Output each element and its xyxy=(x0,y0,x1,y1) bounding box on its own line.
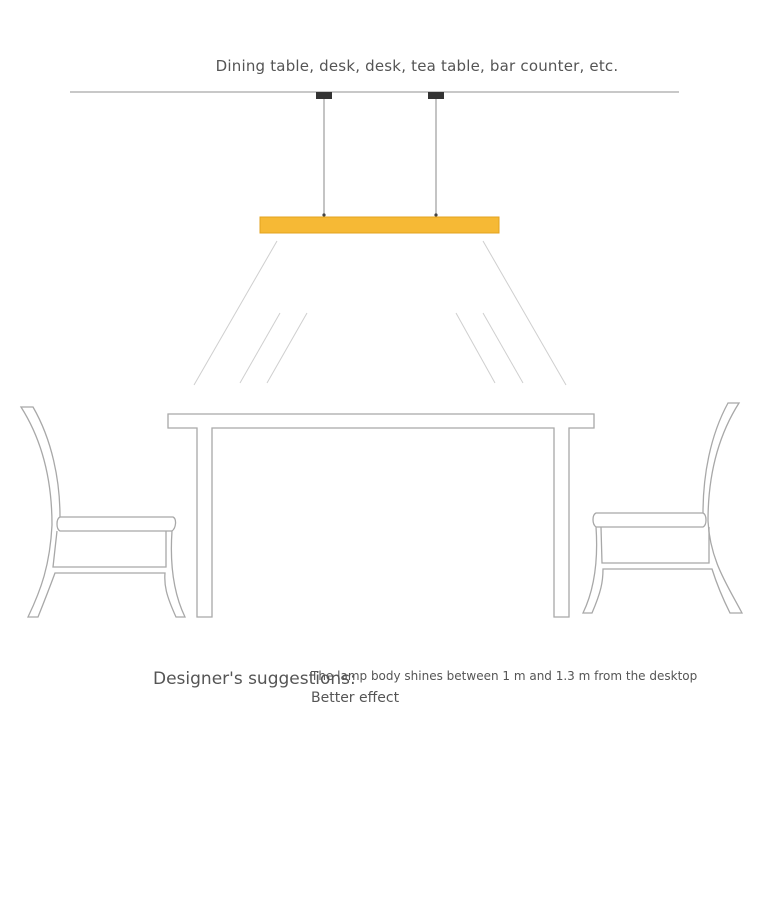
chair-right xyxy=(583,403,742,613)
designer-suggestion-effect: Better effect xyxy=(311,690,400,706)
chair-left xyxy=(21,407,185,617)
designer-suggestion-text: The lamp body shines between 1 m and 1.3 m from the desktop xyxy=(311,669,698,683)
light-rays xyxy=(194,241,566,385)
ceiling-mount-left xyxy=(316,92,332,99)
designer-suggestion-label: Designer's suggestions: xyxy=(153,669,356,689)
dining-table xyxy=(168,414,594,617)
pendant-lamp-body xyxy=(260,217,499,233)
scene-caption: Dining table, desk, desk, tea table, bar counter, etc. xyxy=(215,57,619,75)
ceiling-mount-right xyxy=(428,92,444,99)
